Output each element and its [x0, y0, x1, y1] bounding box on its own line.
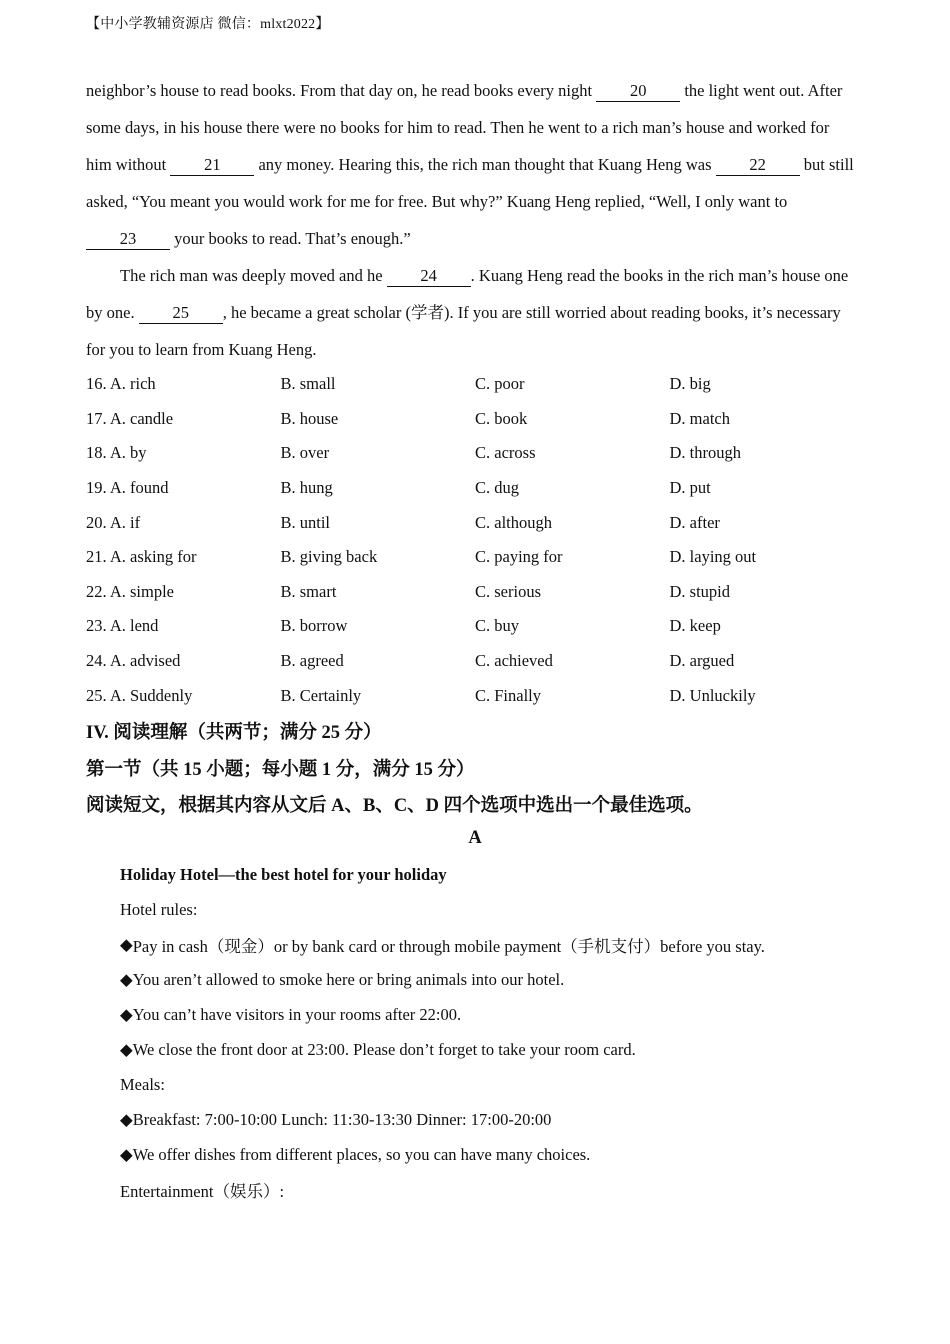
option-c: C. dug [475, 478, 520, 498]
option-c: C. although [475, 512, 552, 532]
passage-text: him without [86, 155, 167, 174]
diamond-bullet-icon: ◆ [120, 934, 133, 954]
meal-item [120, 1137, 880, 1172]
passage-text: any money. Hearing this, the rich man thought that Kuang Heng was [258, 155, 712, 174]
section-title: IV. 阅读理解（共两节；满分 25 分） [86, 723, 382, 743]
option-b: B. borrow [280, 616, 348, 636]
question-row [86, 367, 866, 402]
diamond-bullet-icon: ◆ [120, 1004, 133, 1024]
question-row [86, 436, 866, 471]
meal-text: Breakfast: 7:00-10:00 Lunch: 11:30-13:30 Dinner: 17:00-20:00 [132, 1109, 552, 1129]
option-b: B. house [280, 408, 339, 428]
rule-text: You aren’t allowed to smoke here or bring animals into our hotel. [132, 969, 565, 989]
blank-22: 22 [716, 155, 800, 176]
option-d: D. keep [669, 616, 721, 636]
question-row [86, 678, 866, 713]
option-d: D. laying out [669, 547, 757, 567]
diamond-bullet-icon: ◆ [120, 1039, 133, 1059]
passage-text: your books to read. That’s enough.” [174, 229, 411, 248]
rule-text: You can’t have visitors in your rooms after 22:00. [132, 1004, 462, 1024]
passage-line [86, 72, 866, 109]
entertainment-heading: Entertainment（娱乐）: [120, 1181, 285, 1201]
options-list [86, 367, 866, 713]
option-b: B. giving back [280, 547, 378, 567]
option-a: 22. A. simple [86, 581, 175, 601]
passage-line [86, 220, 866, 257]
meal-text: We offer dishes from different places, so you can have many choices. [132, 1144, 591, 1164]
passage-text: , he became a great scholar (学者). If you are still worried about reading books, it’s necessary [222, 303, 841, 322]
option-d: D. through [669, 443, 741, 463]
passage-text: neighbor’s house to read books. From that day on, he read books every night [86, 81, 593, 100]
question-row [86, 575, 866, 610]
diamond-bullet-icon: ◆ [120, 969, 133, 989]
blank-25: 25 [139, 303, 223, 324]
rule-item [120, 927, 880, 962]
option-b: B. hung [280, 478, 333, 498]
option-c: C. serious [475, 581, 541, 601]
cloze-passage [86, 72, 866, 257]
option-c: C. achieved [475, 651, 553, 671]
option-d: D. stupid [669, 581, 731, 601]
rule-item [120, 1032, 880, 1067]
question-row [86, 644, 866, 679]
hotel-notice [120, 857, 880, 1207]
option-a: 19. A. found [86, 478, 169, 498]
meals-heading: Meals: [120, 1074, 165, 1094]
option-d: D. Unluckily [669, 685, 756, 705]
passage-line: asked, “You meant you would work for me for free. But why?” Kuang Heng replied, “Well, I only want to [86, 192, 788, 211]
blank-21: 21 [170, 155, 254, 176]
rule-text: Pay in cash（现金）or by bank card or through mobile payment（手机支付）before you stay. [132, 936, 765, 956]
option-d: D. argued [669, 651, 735, 671]
option-a: 17. A. candle [86, 408, 174, 428]
option-b: B. until [280, 512, 331, 532]
option-d: D. put [669, 478, 711, 498]
option-c: C. buy [475, 616, 520, 636]
option-b: B. over [280, 443, 330, 463]
hotel-title: Holiday Hotel—the best hotel for your holiday [120, 864, 447, 884]
option-a: 23. A. lend [86, 616, 159, 636]
option-c: C. poor [475, 374, 525, 394]
passage-text: The rich man was deeply moved and he [120, 266, 383, 285]
option-d: D. big [669, 374, 711, 394]
option-c: C. across [475, 443, 536, 463]
question-row [86, 609, 866, 644]
blank-23: 23 [86, 229, 170, 250]
passage-line: some days, in his house there were no books for him to read. Then he went to a rich man’s house and worked for [86, 118, 830, 137]
passage-line [86, 294, 866, 331]
blank-24: 24 [387, 266, 471, 287]
question-row [86, 540, 866, 575]
diamond-bullet-icon: ◆ [120, 1144, 133, 1164]
rules-heading: Hotel rules: [120, 899, 198, 919]
question-row [86, 402, 866, 437]
rule-item [120, 997, 880, 1032]
option-b: B. Certainly [280, 685, 362, 705]
option-b: B. small [280, 374, 336, 394]
blank-20: 20 [596, 81, 680, 102]
option-c: C. Finally [475, 685, 542, 705]
option-c: C. paying for [475, 547, 563, 567]
option-a: 18. A. by [86, 443, 147, 463]
passage-text: the light went out. After [684, 81, 843, 100]
option-c: C. book [475, 408, 528, 428]
passage-line [86, 146, 866, 183]
option-a: 16. A. rich [86, 374, 156, 394]
option-d: D. match [669, 408, 730, 428]
rule-text: We close the front door at 23:00. Please don’t forget to take your room card. [132, 1039, 636, 1059]
section-part-title: 第一节（共 15 小题；每小题 1 分，满分 15 分） [86, 760, 475, 780]
option-b: B. agreed [280, 651, 344, 671]
option-a: 20. A. if [86, 512, 141, 532]
option-a: 24. A. advised [86, 651, 181, 671]
cloze-passage-paragraph-2 [86, 257, 866, 368]
section-instruction: 阅读短文，根据其内容从文后 A、B、C、D 四个选项中选出一个最佳选项。 [86, 796, 703, 816]
page-header: 【中小学教辅资源店 微信：mlxt2022】 [86, 17, 330, 32]
question-row [86, 471, 866, 506]
passage-text: but still [803, 155, 854, 174]
passage-label: A [468, 828, 482, 848]
passage-text: by one. [86, 303, 135, 322]
option-a: 21. A. asking for [86, 547, 197, 567]
option-d: D. after [669, 512, 720, 532]
option-a: 25. A. Suddenly [86, 685, 193, 705]
diamond-bullet-icon: ◆ [120, 1109, 133, 1129]
rule-item [120, 962, 880, 997]
question-row [86, 505, 866, 540]
meal-item [120, 1102, 880, 1137]
passage-line [86, 257, 866, 294]
passage-line: for you to learn from Kuang Heng. [86, 340, 317, 359]
passage-text: . Kuang Heng read the books in the rich man’s house one [470, 266, 849, 285]
option-b: B. smart [280, 581, 337, 601]
